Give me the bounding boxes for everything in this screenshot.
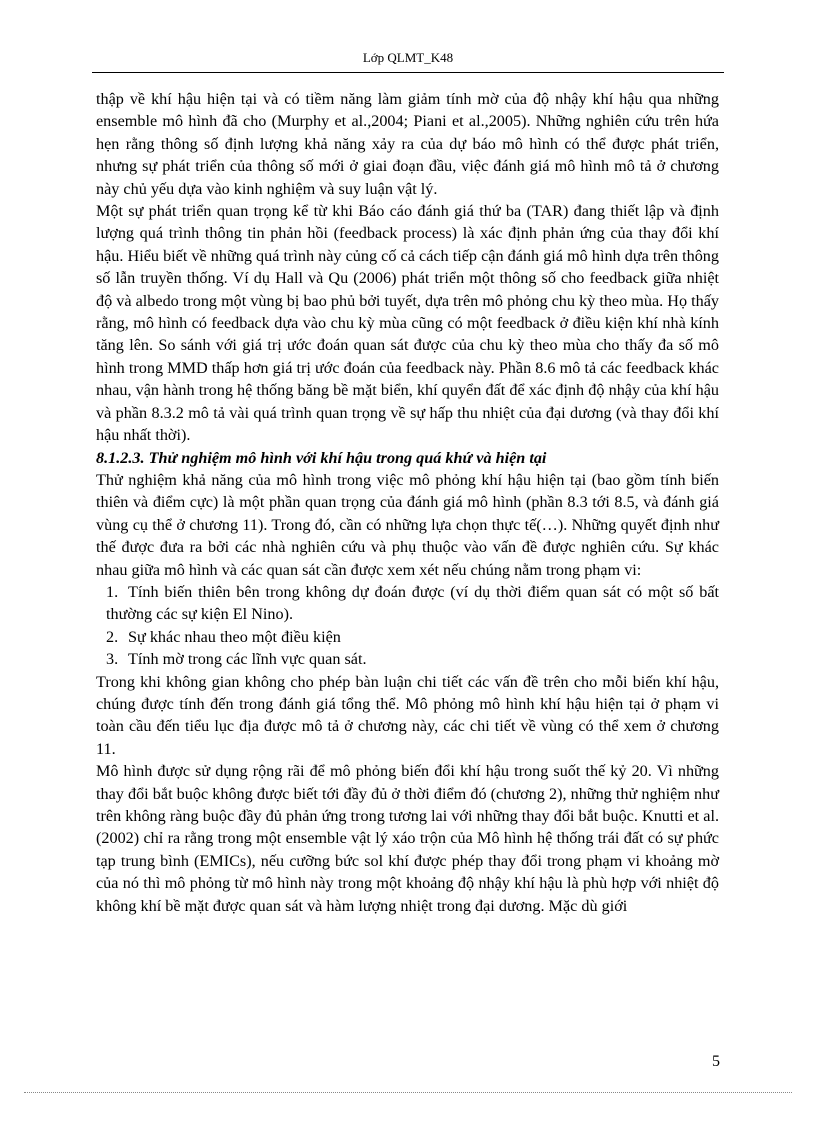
page-number: 5 [712, 1053, 720, 1070]
footer-rule [24, 1092, 792, 1093]
list-item [96, 648, 719, 670]
header-rule [92, 72, 724, 73]
paragraph-5: Mô hình được sử dụng rộng rãi để mô phỏng biến đổi khí hậu trong suốt thế kỷ 20. Vì những thay đổi bắt buộc không được biết tới đầy đủ ở thời điểm đó (chương 2), những thử nghiệm như trên không ràng buộc đầy đủ phản ứng trong tương lai với những thay đổi bắt buộc. Knutti et al.(2002) chỉ ra rằng trong một ensemble vật lý xáo trộn của Mô hình hệ thống trái đất có sự phức tạp trung bình (EMICs), nếu cưỡng bức sol khí được phép thay đổi trong phạm vi khoảng mờ của nó thì mô phỏng từ mô hình này trong một khoảng độ nhậy khí hậu là phù hợp với nhiệt độ không khí bề mặt được quan sát và hàm lượng nhiệt trong đại dương. Mặc dù giới [96, 762, 719, 915]
paragraph-3: Thử nghiệm khả năng của mô hình trong việc mô phỏng khí hậu hiện tại (bao gồm tính biến thiên và điểm cực) là một phần quan trọng của đánh giá mô hình (phần 8.3 tới 8.5, và đánh giá vùng cụ thể ở chương 11). Trong đó, cần có những lựa chọn thực tế(…). Những quyết định như thế được đưa ra bởi các nhà nghiên cứu và phụ thuộc vào vấn đề được nghiên cứu. Sự khác nhau giữa mô hình và các quan sát cần được xem xét nếu chúng nằm trong phạm vi: [96, 470, 719, 579]
numbered-list [96, 581, 719, 671]
list-item [96, 581, 719, 626]
list-number: 3. [106, 650, 119, 669]
list-text: Tính mờ trong các lĩnh vực quan sát. [128, 650, 367, 669]
list-number: 1. [106, 582, 119, 601]
list-item [96, 626, 719, 648]
section-heading: 8.1.2.3. Thử nghiệm mô hình với khí hậu trong quá khứ và hiện tại [96, 448, 547, 467]
paragraph-1: thập về khí hậu hiện tại và có tiềm năng làm giảm tính mờ của độ nhậy khí hậu qua những ensemble mô hình đã cho (Murphy et al.,2004; Piani et al.,2005). Những nghiên cứu trên hứa hẹn rằng thông số định lượng khả năng xảy ra của dự báo mô hình có thể được phát triển, nhưng sự phát triển của thông số mới ở giai đoạn đầu, việc đánh giá mô hình mô tả ở chương này chủ yếu dựa vào kinh nghiệm và suy luận vật lý. [96, 90, 719, 198]
document-body [96, 88, 719, 917]
list-text: Tính biến thiên bên trong không dự đoán được (ví dụ thời điểm quan sát có một số bất thường các sự kiện El Nino). [106, 582, 719, 624]
page-header: Lớp QLMT_K48 [362, 50, 454, 65]
paragraph-2: Một sự phát triển quan trọng kể từ khi Báo cáo đánh giá thứ ba (TAR) đang thiết lập và định lượng quá trình thông tin phản hồi (feedback process) là xác định phản ứng của thay đổi khí hậu. Hiểu biết về những quá trình này củng cố cả cách tiếp cận đánh giá mô hình dựa trên thông số lẫn truyền thống. Ví dụ Hall và Qu (2006) phát triển một thông số cho feedback giữa nhiệt độ và albedo trong một vùng bị bao phủ bởi tuyết, dựa trên mô phỏng chu kỳ theo mùa. Họ thấy rằng, mô hình có feedback dựa vào chu kỳ mùa cũng có một feedback ở điều kiện khí nhà kính tăng lên. So sánh với giá trị ước đoán quan sát được của chu kỳ theo mùa cho thấy đa số mô hình trong MMD thấp hơn giá trị ước đoán của feedback này. Phần 8.6 mô tả các feedback khác nhau, vận hành trong hệ thống băng bề mặt biển, khí quyển đất để xác định độ nhậy của khí hậu và phần 8.3.2 mô tả vài quá trình quan trọng về sự hấp thu nhiệt của đại dương (và thay đổi khí hậu nhất thời). [96, 202, 719, 445]
list-number: 2. [106, 627, 119, 646]
list-text: Sự khác nhau theo một điều kiện [128, 627, 341, 646]
paragraph-4: Trong khi không gian không cho phép bàn luận chi tiết các vấn đề trên cho mỗi biến khí hậu, chúng được tính đến trong đánh giá tổng thể. Mô phỏng mô hình khí hậu hiện tại ở phạm vi toàn cầu đến tiểu lục địa được mô tả ở chương này, các chi tiết về vùng có thể xem ở chương 11. [96, 672, 719, 758]
